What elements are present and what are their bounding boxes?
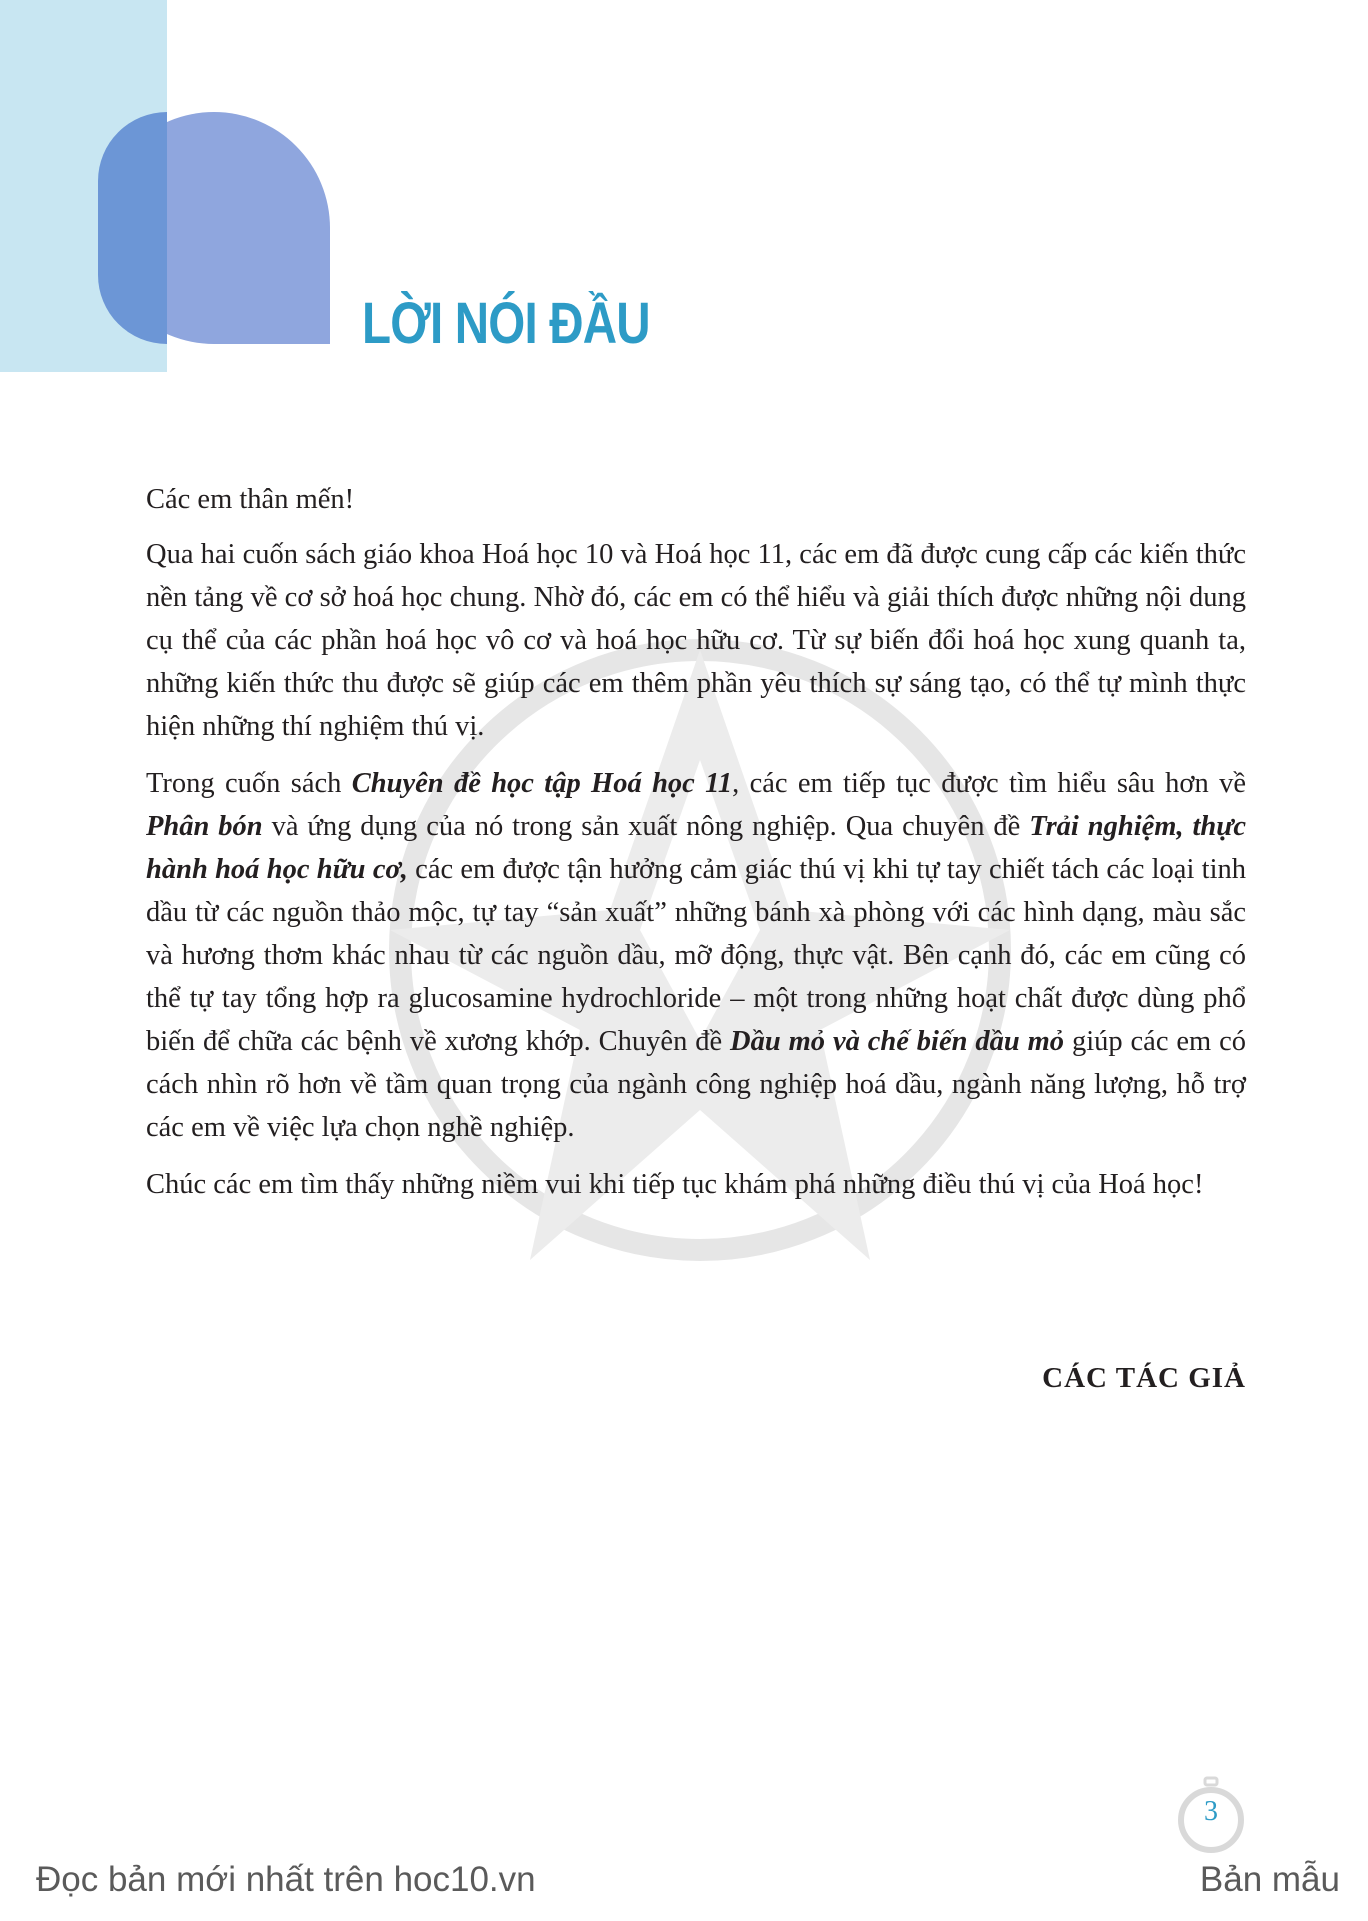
footer-link-text: Đọc bản mới nhất trên hoc10.vn: [36, 1860, 536, 1899]
topic-petroleum: Dầu mỏ và chế biến dầu mỏ: [730, 1026, 1065, 1057]
book-title: Chuyên đề học tập Hoá học 11: [351, 768, 733, 799]
header-decoration-overlap: [98, 112, 167, 344]
text-run: và ứng dụng của nó trong sản xuất nông nghiệp. Qua chuyên đề: [262, 811, 1030, 842]
text-run: , các em tiếp tục được tìm hiểu sâu hơn về: [732, 768, 1246, 799]
paragraph-closing: Chúc các em tìm thấy những niềm vui khi tiếp tục khám phá những điều thú vị của Hoá học!: [146, 1169, 1204, 1200]
signature: CÁC TÁC GIẢ: [1042, 1362, 1246, 1394]
body-text: [146, 478, 1246, 1220]
topic-fertilizer: Phân bón: [146, 811, 263, 842]
text-run: các em được tận hưởng cảm giác thú vị khi tự tay chiết tách các loại tinh dầu từ các nguồn thảo mộc, tự tay “sản xuất” những bánh xà phòng với các hình dạng, màu sắc và hương thơm khác nhau từ các nguồn dầu, mỡ động, thực vật. Bên cạnh đó, các em cũng có thể tự tay tổng hợp ra glucosamine hydrochloride – một trong những hoạt chất được dùng phổ biến để chữa các bệnh về xương khớp. Chuyên đề: [146, 854, 1246, 1057]
page-title: LỜI NÓI ĐẦU: [362, 291, 650, 356]
paragraph-intro: Qua hai cuốn sách giáo khoa Hoá học 10 và Hoá học 11, các em đã được cung cấp các kiến thức nền tảng về cơ sở hoá học chung. Nhờ đó, các em có thể hiểu và giải thích được những nội dung cụ thể của các phần hoá học vô cơ và hoá học hữu cơ. Từ sự biến đổi hoá học xung quanh ta, những kiến thức thu được sẽ giúp các em thêm phần yêu thích sự sáng tạo, có thể tự mình thực hiện những thí nghiệm thú vị.: [146, 539, 1246, 742]
page-number: 3: [1204, 1796, 1218, 1827]
page-number-badge: [1178, 1776, 1244, 1856]
paragraph-topics: [146, 762, 1246, 1149]
text-run: giúp các em có cách nhìn rõ hơn về tầm quan trọng của ngành công nghiệp hoá dầu, ngành năng lượng, hỗ trợ các em về việc lựa chọn nghề nghiệp.: [146, 1026, 1246, 1143]
topic-organic-practice: Trải nghiệm, thực hành hoá học hữu cơ,: [146, 811, 1247, 885]
footer-sample-label: Bản mẫu: [1199, 1860, 1340, 1899]
text-run: Trong cuốn sách: [146, 768, 352, 799]
greeting: Các em thân mến!: [146, 484, 355, 515]
